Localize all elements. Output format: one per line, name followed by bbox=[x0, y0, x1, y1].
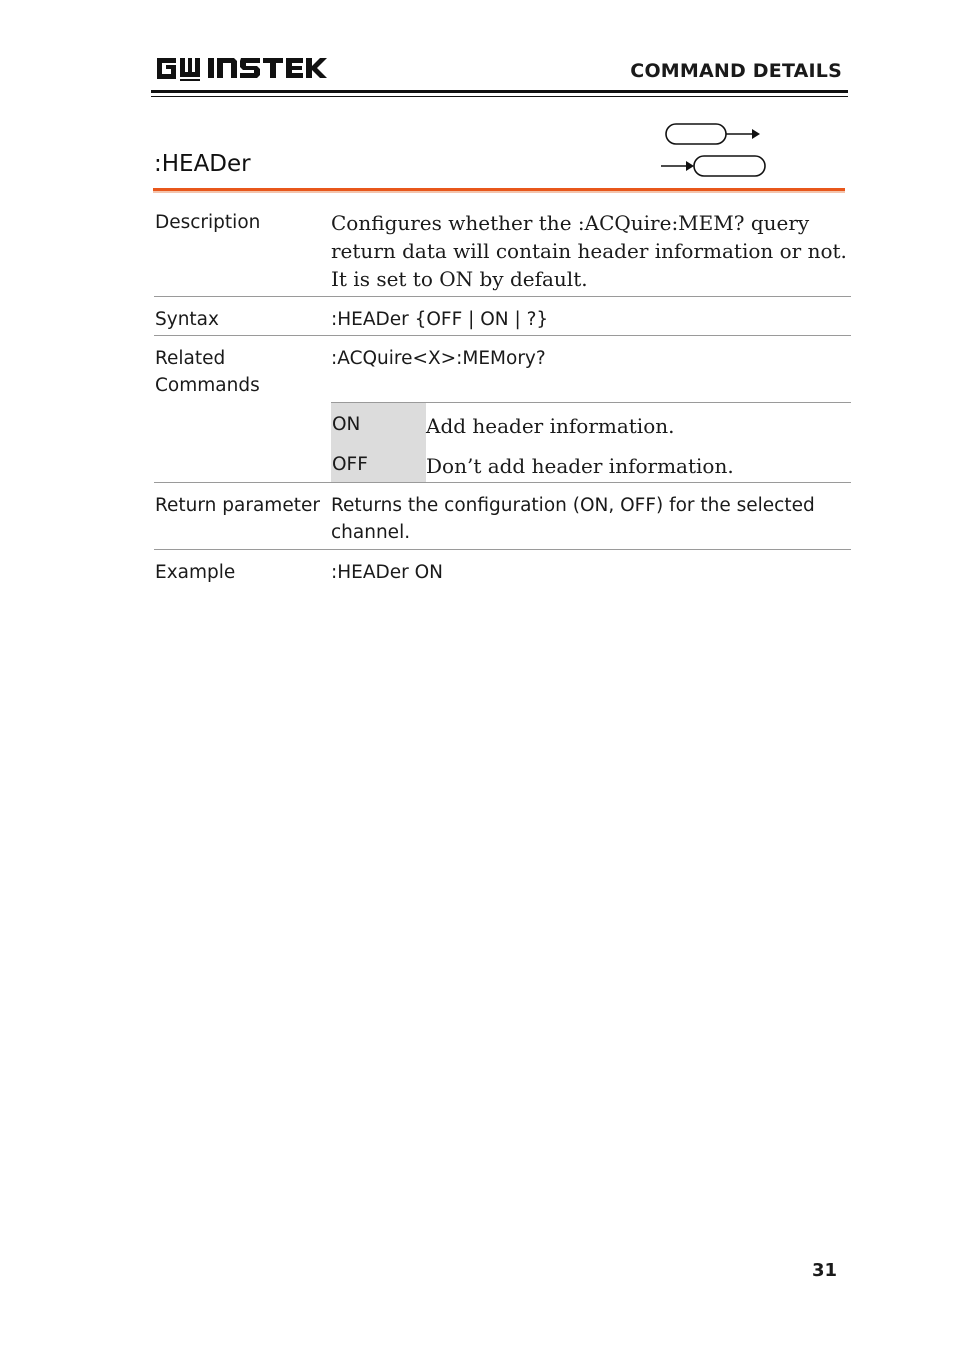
related-label-line: Related bbox=[155, 348, 226, 369]
row-divider bbox=[154, 296, 851, 297]
return-parameter-value bbox=[331, 492, 851, 546]
return-parameter-row bbox=[154, 492, 851, 548]
description-line: It is set to ON by default. bbox=[331, 267, 588, 291]
example-value: :HEADer ON bbox=[331, 562, 444, 583]
page-number: 31 bbox=[812, 1260, 838, 1281]
header-rule-thin bbox=[151, 96, 848, 97]
description-row bbox=[154, 209, 851, 295]
return-parameter-line: channel. bbox=[331, 522, 411, 543]
description-value bbox=[331, 209, 851, 293]
related-commands-label bbox=[155, 345, 327, 399]
syntax-row bbox=[154, 306, 851, 334]
return-parameter-line: Returns the configuration (ON, OFF) for the selected bbox=[331, 495, 815, 516]
related-commands-row bbox=[154, 345, 851, 401]
row-divider bbox=[154, 482, 851, 483]
row-divider bbox=[154, 335, 851, 336]
syntax-value: :HEADer {OFF | ON | ?} bbox=[331, 309, 549, 330]
set-command-icon bbox=[666, 124, 760, 144]
gw-instek-logo bbox=[155, 54, 327, 82]
parameter-table bbox=[331, 402, 851, 482]
parameter-desc: Don’t add header information. bbox=[426, 454, 734, 478]
example-row bbox=[154, 559, 851, 587]
command-type-icons bbox=[658, 120, 770, 182]
related-commands-value: :ACQuire<X>:MEMory? bbox=[331, 348, 546, 369]
example-label: Example bbox=[155, 562, 236, 583]
query-command-icon bbox=[661, 156, 765, 176]
parameter-key: ON bbox=[332, 414, 361, 435]
command-title: :HEADer bbox=[154, 151, 251, 177]
parameter-desc: Add header information. bbox=[426, 414, 675, 438]
title-underline-shadow bbox=[153, 191, 845, 193]
return-parameter-label: Return parameter bbox=[155, 495, 320, 516]
syntax-label: Syntax bbox=[155, 309, 219, 330]
description-label: Description bbox=[155, 212, 261, 233]
parameter-key: OFF bbox=[332, 454, 368, 475]
related-label-line: Commands bbox=[155, 375, 260, 396]
description-line: return data will contain header information or not. bbox=[331, 239, 847, 263]
section-title: COMMAND DETAILS bbox=[630, 60, 842, 82]
header-rule-thick bbox=[151, 90, 848, 93]
description-line: Configures whether the :ACQuire:MEM? query bbox=[331, 211, 810, 235]
row-divider bbox=[154, 549, 851, 550]
